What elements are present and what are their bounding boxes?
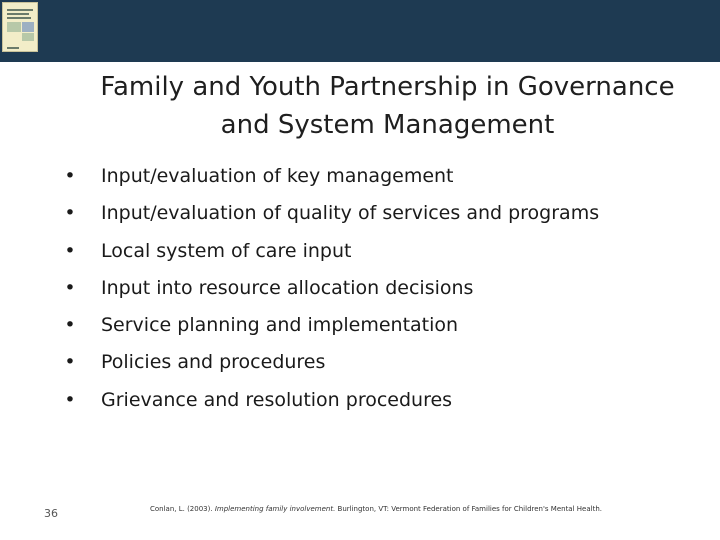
- bullet-icon: •: [64, 276, 76, 299]
- page-number: 36: [44, 507, 58, 520]
- book-cover-thumbnail: [2, 2, 38, 52]
- slide-title-line-1: Family and Youth Partnership in Governance: [100, 72, 675, 102]
- citation-title: Implementing family involvement.: [214, 505, 336, 513]
- bullet-text: Service planning and implementation: [101, 314, 459, 337]
- bullet-text: Policies and procedures: [101, 351, 326, 374]
- bullet-text: Local system of care input: [101, 239, 352, 262]
- header-bar: [0, 0, 720, 62]
- bullet-icon: •: [64, 165, 76, 187]
- citation-author: Conlan, L. (2003).: [150, 505, 215, 513]
- citation-publisher: Burlington, VT: Vermont Federation of Families for Children's Mental Health.: [335, 505, 602, 513]
- slide-title-line-2: and System Management: [220, 110, 555, 140]
- bullet-text: Input into resource allocation decisions: [101, 276, 474, 299]
- bullet-icon: •: [64, 314, 76, 337]
- bullet-icon: •: [64, 351, 76, 374]
- bullet-icon: •: [64, 388, 76, 411]
- slide-title: [40, 68, 720, 144]
- bullet-text: Input/evaluation of quality of services and programs: [101, 202, 600, 225]
- bullet-icon: •: [64, 202, 76, 225]
- bullet-text: Grievance and resolution procedures: [101, 388, 453, 411]
- citation: [150, 505, 602, 513]
- bullet-text: Input/evaluation of key management: [101, 165, 454, 187]
- bullet-icon: •: [64, 239, 76, 262]
